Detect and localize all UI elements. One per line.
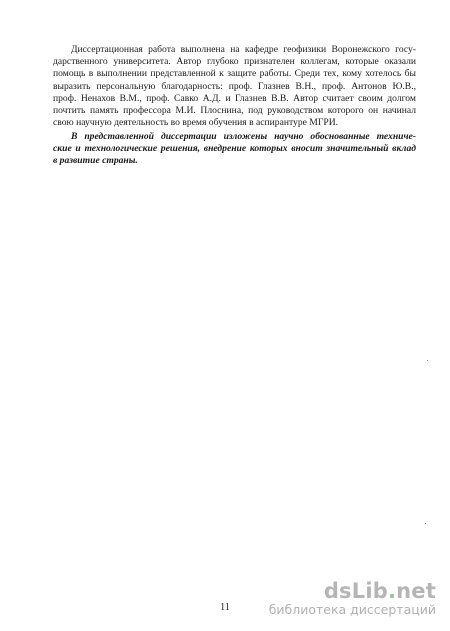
site-watermark: [266, 580, 436, 617]
paragraph-line: дарственного университета. Автор глубоко признателен коллегам, которые оказали: [53, 56, 416, 68]
scan-speck: [427, 360, 428, 361]
paragraph-line: Диссертационная работа выполнена на кафедре геофизики Воронежского госу-: [71, 44, 416, 55]
watermark-logo-tld: net: [396, 579, 436, 603]
paragraph-line: свою научную деятельность во время обучения в аспирантуре МГРИ.: [53, 117, 339, 129]
watermark-logo-main: dsLib: [323, 579, 388, 603]
conclusion-paragraph: [53, 131, 416, 168]
watermark-subtitle: библиотека диссертаций: [268, 602, 436, 617]
paragraph-line: ские и технологические решения, внедрение которых вносит значительный вклад: [53, 143, 416, 155]
watermark-logo: [266, 580, 436, 602]
acknowledgements-paragraph: [53, 44, 416, 129]
scan-speck: [425, 523, 426, 524]
paragraph-line: проф. Ненахов В.М., проф. Савко А.Д. и Глазнев В.В. Автор считает своим долгом: [53, 92, 416, 104]
paragraph-line: помощь в выполнении представленной к защите работы. Среди тех, кому хотелось бы: [53, 68, 416, 80]
page-number: 11: [220, 602, 230, 613]
paragraph-line: В представленной диссертации изложены научно обоснованные техниче-: [71, 131, 416, 142]
paragraph-line: в развитие страны.: [53, 155, 138, 167]
watermark-logo-dot: .: [387, 579, 397, 603]
paragraph-line: почтить память профессора М.И. Плоснина, под руководством которого он начинал: [53, 105, 416, 117]
paragraph-line: выразить персональную благодарность: проф. Глазнев В.Н., проф. Антонов Ю.В.,: [53, 80, 416, 92]
